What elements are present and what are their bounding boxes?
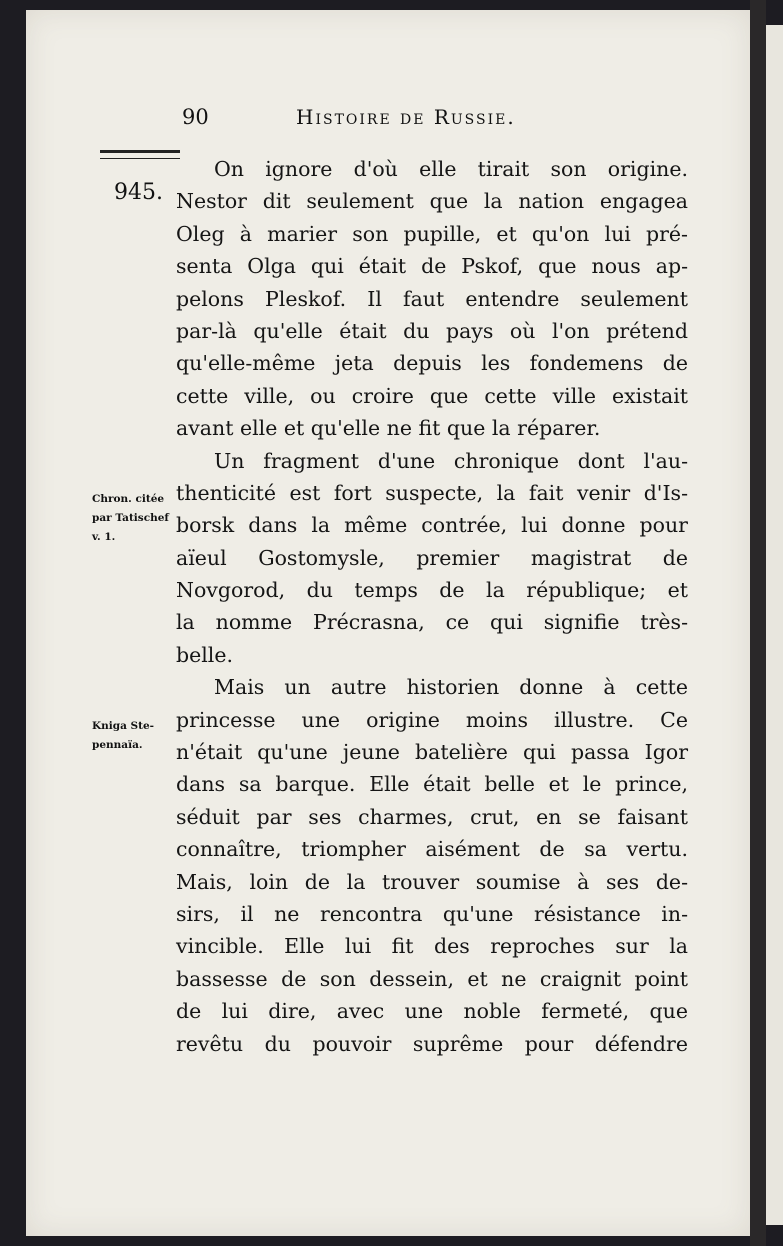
text-line: la nomme Précrasna, ce qui signifie très- — [176, 610, 688, 635]
text-line: Mais un autre historien donne à cette — [214, 675, 688, 700]
text-line: vincible. Elle lui fit des reproches sur la — [176, 934, 688, 959]
running-title: Histoire de Russie. — [296, 105, 516, 129]
body-text — [176, 153, 688, 1060]
text-line: Mais, loin de la trouver soumise à ses de- — [176, 869, 688, 894]
margin-note-line: v. 1. — [92, 531, 116, 543]
text-line: bassesse de son dessein, et ne craignit point — [176, 966, 688, 991]
text-line: Un fragment d'une chronique dont l'au- — [214, 448, 688, 473]
text-line: pelons Pleskof. Il faut entendre seulement — [176, 286, 688, 311]
section-rule — [100, 150, 180, 159]
text-line: Nestor dit seulement que la nation engagea — [176, 189, 688, 214]
text-line: avant elle et qu'elle ne fit que la réparer. — [176, 416, 601, 441]
margin-note-line: par Tatischef — [92, 512, 169, 524]
text-line: sirs, il ne rencontra qu'une résistance in- — [176, 901, 688, 926]
text-line: cette ville, ou croire que cette ville existait — [176, 383, 688, 408]
book-gutter — [750, 0, 766, 1246]
text-line: borsk dans la même contrée, lui donne pour — [176, 513, 688, 538]
adjacent-page-edge — [766, 25, 783, 1225]
text-line: princesse une origine moins illustre. Ce — [176, 707, 688, 732]
margin-note-line: pennaïa. — [92, 739, 143, 751]
text-line: séduit par ses charmes, crut, en se faisant — [176, 804, 688, 829]
margin-note-line: Chron. citée — [92, 493, 165, 505]
margin-note-chronicle — [92, 490, 169, 547]
page-header — [26, 105, 750, 135]
page-number: 90 — [182, 105, 209, 129]
text-line: thenticité est fort suspecte, la fait venir d'Is- — [176, 480, 688, 505]
year-marker: 945. — [114, 180, 163, 205]
margin-note-kniga — [92, 717, 154, 755]
text-line: senta Olga qui était de Pskof, que nous ap- — [176, 254, 688, 279]
text-line: On ignore d'où elle tirait son origine. — [214, 157, 688, 181]
text-line: aïeul Gostomysle, premier magistrat de — [176, 545, 688, 570]
text-line: par-là qu'elle était du pays où l'on prétend — [176, 318, 688, 343]
text-line: Novgorod, du temps de la république; et — [176, 578, 688, 603]
book-page — [26, 10, 750, 1236]
text-line: belle. — [176, 642, 234, 667]
text-line: n'était qu'une jeune batelière qui passa Igor — [176, 740, 688, 765]
text-line: connaître, triompher aisément de sa vertu. — [176, 837, 688, 862]
text-line: de lui dire, avec une noble fermeté, que — [176, 999, 688, 1024]
text-line: revêtu du pouvoir suprême pour défendre — [176, 1031, 688, 1056]
text-line: qu'elle-même jeta depuis les fondemens de — [176, 351, 688, 376]
margin-note-line: Kniga Ste- — [92, 720, 155, 732]
text-line: Oleg à marier son pupille, et qu'on lui pré- — [176, 221, 688, 246]
text-line: dans sa barque. Elle était belle et le prince, — [176, 772, 688, 797]
